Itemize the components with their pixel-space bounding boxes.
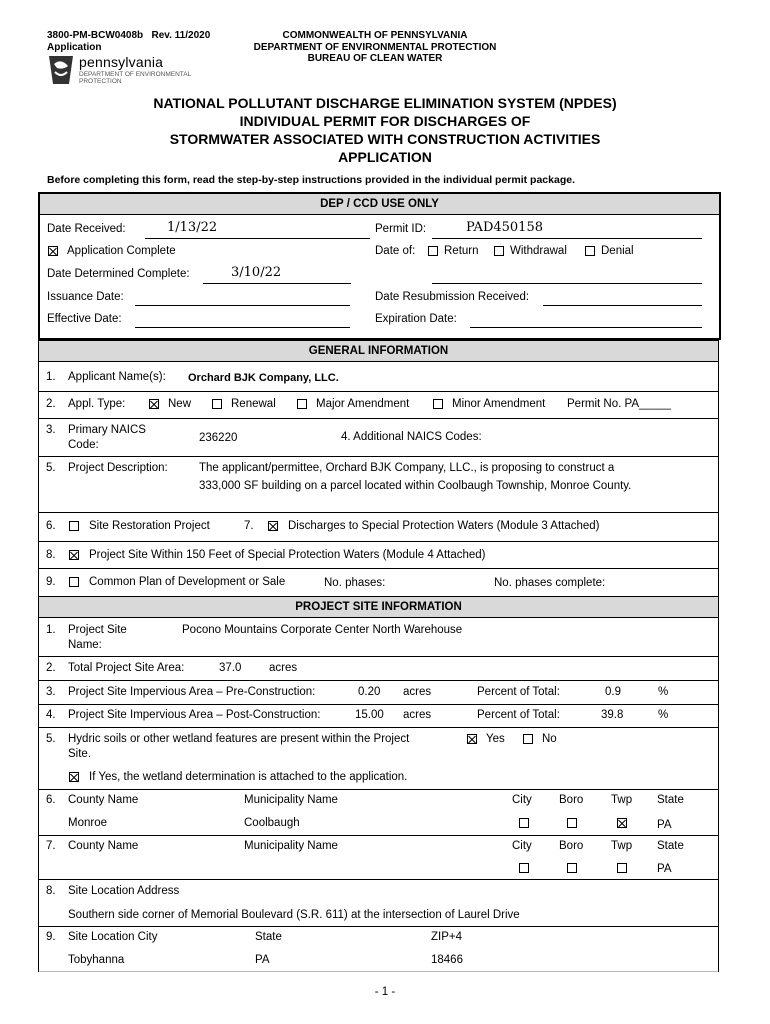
- date-received-label: Date Received:: [47, 223, 126, 235]
- pre-construction-value[interactable]: 0.20: [358, 686, 381, 698]
- section-heading: DEP / CCD USE ONLY: [40, 194, 719, 215]
- common-plan-label: Common Plan of Development or Sale: [89, 576, 286, 588]
- q8-number: 8.: [46, 549, 56, 561]
- yes-label: Yes: [486, 733, 505, 745]
- wetland-determination-checkbox[interactable]: [69, 772, 79, 782]
- form-header-left: [47, 30, 210, 54]
- title-line: NATIONAL POLLUTANT DISCHARGE ELIMINATION SYSTEM (NPDES): [153, 95, 617, 111]
- boro-checkbox[interactable]: [567, 818, 577, 828]
- site-state-label: State: [255, 931, 282, 943]
- effective-date-label: Effective Date:: [47, 313, 122, 325]
- pre-construction-pct-label: Percent of Total:: [477, 686, 560, 698]
- major-amendment-label: Major Amendment: [316, 398, 410, 410]
- pre-construction-label: Project Site Impervious Area – Pre-Construction:: [68, 686, 316, 698]
- site-zip-label: ZIP+4: [431, 931, 463, 943]
- percent-sign: %: [658, 686, 669, 698]
- boro-checkbox[interactable]: [567, 863, 577, 873]
- state-value[interactable]: PA: [657, 819, 672, 831]
- primary-naics-value[interactable]: 236220: [199, 432, 238, 444]
- city-label: City: [512, 840, 532, 852]
- minor-amendment-checkbox[interactable]: [433, 399, 443, 409]
- q7-number: 7.: [244, 520, 254, 532]
- agency-line: COMMONWEALTH OF PENNSYLVANIA: [282, 30, 468, 41]
- s3-number: 3.: [46, 686, 56, 698]
- dep-use-only-section: [38, 192, 721, 340]
- return-checkbox[interactable]: [428, 246, 438, 256]
- county-name-label: County Name: [68, 840, 139, 852]
- s1-number: 1.: [46, 624, 56, 636]
- permit-id-value: PAD450158: [466, 220, 543, 235]
- resubmission-date-field[interactable]: [543, 305, 702, 306]
- project-site-name-label: Project Site: [68, 624, 127, 636]
- county-name-label: County Name: [68, 794, 139, 806]
- phases-complete-label: No. phases complete:: [494, 577, 606, 589]
- denial-label: Denial: [601, 245, 634, 257]
- appl-type-label: Appl. Type:: [68, 398, 126, 410]
- effective-date-field[interactable]: [135, 327, 350, 328]
- q6-number: 6.: [46, 520, 56, 532]
- withdrawal-label: Withdrawal: [510, 245, 567, 257]
- site-zip-value[interactable]: 18466: [431, 954, 463, 966]
- twp-checkbox[interactable]: [617, 818, 627, 828]
- project-site-name-label-2: Name:: [68, 639, 102, 651]
- percent-sign: %: [658, 709, 669, 721]
- city-checkbox[interactable]: [519, 863, 529, 873]
- date-determined-label: Date Determined Complete:: [47, 268, 190, 280]
- pre-construction-pct-value[interactable]: 0.9: [605, 686, 621, 698]
- phases-label: No. phases:: [324, 577, 386, 589]
- title-line: APPLICATION: [338, 149, 432, 165]
- application-complete-checkbox[interactable]: [48, 246, 58, 256]
- date-of-field[interactable]: [432, 283, 702, 284]
- s8-number: 8.: [46, 885, 56, 897]
- issuance-date-label: Issuance Date:: [47, 291, 124, 303]
- s7-number: 7.: [46, 840, 56, 852]
- site-state-value[interactable]: PA: [255, 954, 270, 966]
- boro-label: Boro: [559, 794, 584, 806]
- additional-naics-label: 4. Additional NAICS Codes:: [341, 431, 482, 443]
- wetland-determination-label: If Yes, the wetland determination is attached to the application.: [89, 771, 408, 783]
- major-amendment-checkbox[interactable]: [297, 399, 307, 409]
- application-complete-label: Application Complete: [67, 245, 176, 257]
- logo-subtitle: DEPARTMENT OF ENVIRONMENTAL PROTECTION: [79, 71, 192, 85]
- county-value[interactable]: Monroe: [68, 817, 107, 829]
- date-of-label: Date of:: [375, 245, 416, 257]
- s6-number: 6.: [46, 794, 56, 806]
- q5-number: 5.: [46, 462, 56, 474]
- renewal-label: Renewal: [231, 398, 276, 410]
- municipality-value[interactable]: Coolbaugh: [244, 817, 300, 829]
- wetland-yes-checkbox[interactable]: [467, 734, 477, 744]
- primary-naics-label-2: Code:: [68, 439, 99, 451]
- total-area-unit: acres: [269, 662, 298, 674]
- primary-naics-label: Primary NAICS: [68, 424, 146, 436]
- q1-number: 1.: [46, 371, 56, 383]
- date-determined-field[interactable]: [203, 283, 351, 284]
- twp-label: Twp: [611, 840, 633, 852]
- state-label: State: [657, 794, 684, 806]
- agency-line: DEPARTMENT OF ENVIRONMENTAL PROTECTION: [253, 41, 497, 53]
- intro-instructions: Before completing this form, read the step-by-step instructions provided in the individual permit package.: [47, 174, 575, 186]
- new-label: New: [168, 398, 192, 410]
- city-checkbox[interactable]: [519, 818, 529, 828]
- project-description-line2[interactable]: 333,000 SF building on a parcel located within Coolbaugh Township, Monroe County.: [199, 480, 632, 492]
- expiration-date-label: Expiration Date:: [375, 313, 457, 325]
- wetland-no-checkbox[interactable]: [523, 734, 533, 744]
- within-150-feet-label: Project Site Within 150 Feet of Special Protection Waters (Module 4 Attached): [89, 549, 486, 561]
- permit-no-field[interactable]: Permit No. PA_____: [567, 398, 671, 410]
- form-id: 3800-PM-BCW0408b: [47, 30, 144, 41]
- municipality-name-label: Municipality Name: [244, 794, 338, 806]
- title-line: STORMWATER ASSOCIATED WITH CONSTRUCTION ACTIVITIES: [169, 131, 601, 147]
- permit-id-field[interactable]: [432, 238, 702, 239]
- issuance-date-field[interactable]: [135, 305, 350, 306]
- withdrawal-checkbox[interactable]: [494, 246, 504, 256]
- logo-wordmark: pennsylvania: [79, 54, 164, 70]
- twp-checkbox[interactable]: [617, 863, 627, 873]
- twp-label: Twp: [611, 794, 633, 806]
- s5-number: 5.: [46, 733, 56, 745]
- renewal-checkbox[interactable]: [212, 399, 222, 409]
- expiration-date-field[interactable]: [470, 327, 702, 328]
- special-protection-waters-label: Discharges to Special Protection Waters (Module 3 Attached): [288, 520, 600, 532]
- project-description-line1[interactable]: The applicant/permittee, Orchard BJK Company, LLC., is proposing to construct a: [199, 462, 615, 474]
- page-number: - 1 -: [374, 986, 396, 998]
- date-determined-value: 3/10/22: [231, 265, 282, 280]
- minor-amendment-label: Minor Amendment: [452, 398, 546, 410]
- state-value[interactable]: PA: [657, 863, 672, 875]
- section-heading: GENERAL INFORMATION: [39, 340, 718, 362]
- site-restoration-label: Site Restoration Project: [89, 520, 210, 532]
- applicant-name-label: Applicant Name(s):: [68, 371, 166, 383]
- post-construction-pct-label: Percent of Total:: [477, 709, 560, 721]
- q2-number: 2.: [46, 398, 56, 410]
- s2-number: 2.: [46, 662, 56, 674]
- general-information-section: [38, 340, 719, 596]
- agency-line: BUREAU OF CLEAN WATER: [307, 53, 443, 64]
- site-address-value[interactable]: Southern side corner of Memorial Boulevard (S.R. 611) at the intersection of Laurel Drive: [68, 909, 520, 921]
- agency-header: [220, 30, 530, 65]
- return-label: Return: [444, 245, 479, 257]
- q3-number: 3.: [46, 424, 56, 436]
- pre-construction-unit: acres: [403, 686, 432, 698]
- post-construction-pct-value[interactable]: 39.8: [601, 709, 624, 721]
- denial-checkbox[interactable]: [585, 246, 595, 256]
- title-line: INDIVIDUAL PERMIT FOR DISCHARGES OF: [239, 113, 531, 129]
- city-label: City: [512, 794, 532, 806]
- q9-number: 9.: [46, 576, 56, 588]
- site-restoration-checkbox[interactable]: [69, 521, 79, 531]
- common-plan-checkbox[interactable]: [69, 577, 79, 587]
- s4-number: 4.: [46, 709, 56, 721]
- site-city-value[interactable]: Tobyhanna: [68, 954, 125, 966]
- post-construction-unit: acres: [403, 709, 432, 721]
- project-site-information-section: [38, 596, 719, 972]
- form-rev: Rev. 11/2020: [151, 30, 211, 41]
- project-site-name-value[interactable]: Pocono Mountains Corporate Center North Warehouse: [182, 624, 463, 636]
- s9-number: 9.: [46, 931, 56, 943]
- pa-dep-logo: [45, 54, 205, 88]
- post-construction-label: Project Site Impervious Area – Post-Construction:: [68, 709, 321, 721]
- date-received-field[interactable]: [145, 238, 370, 239]
- state-label: State: [657, 840, 684, 852]
- section-heading: PROJECT SITE INFORMATION: [39, 596, 718, 618]
- site-city-label: Site Location City: [68, 931, 158, 943]
- total-area-value[interactable]: 37.0: [219, 662, 242, 674]
- new-checkbox[interactable]: [149, 399, 159, 409]
- within-150-feet-checkbox[interactable]: [69, 550, 79, 560]
- date-received-value: 1/13/22: [167, 220, 218, 235]
- total-area-label: Total Project Site Area:: [68, 662, 185, 674]
- form-title: [40, 94, 730, 166]
- municipality-name-label: Municipality Name: [244, 840, 338, 852]
- resubmission-date-label: Date Resubmission Received:: [375, 291, 530, 303]
- permit-id-label: Permit ID:: [375, 223, 427, 235]
- special-protection-waters-checkbox[interactable]: [268, 521, 278, 531]
- site-address-label: Site Location Address: [68, 885, 180, 897]
- applicant-name-value[interactable]: Orchard BJK Company, LLC.: [188, 372, 339, 384]
- boro-label: Boro: [559, 840, 584, 852]
- project-description-label: Project Description:: [68, 462, 168, 474]
- post-construction-value[interactable]: 15.00: [355, 709, 384, 721]
- form-type: Application: [47, 42, 102, 53]
- hydric-soils-label-2: Site.: [68, 748, 92, 760]
- no-label: No: [542, 733, 557, 745]
- keystone-icon: [45, 54, 77, 86]
- hydric-soils-label: Hydric soils or other wetland features are present within the Project: [68, 733, 410, 745]
